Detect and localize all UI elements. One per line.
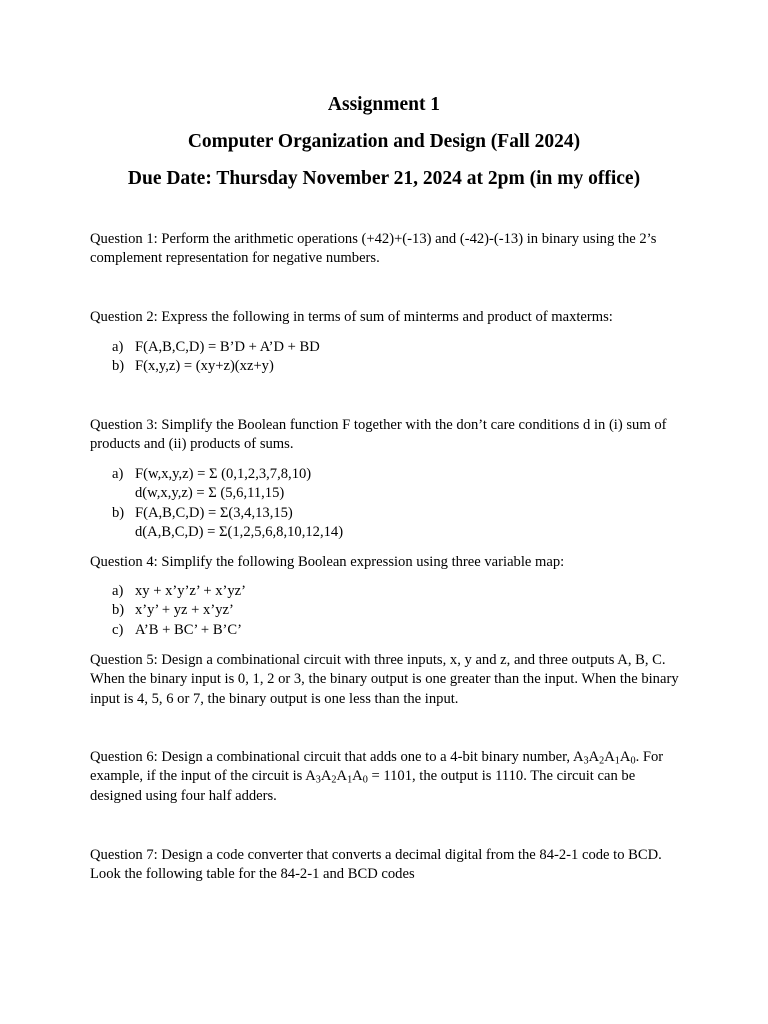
item-label: a) — [112, 339, 124, 355]
question-2-list — [112, 338, 672, 377]
question-3: Question 3: Simplify the Boolean function F together with the don’t care conditions d in (i) sum of products and (ii) products of sums. — [90, 417, 667, 453]
item-text: F(w,x,y,z) = Σ (0,1,2,3,7,8,10) — [135, 466, 312, 482]
item-label: c) — [112, 621, 124, 638]
q6-text-2: . For example, if the input of the circuit is — [90, 749, 664, 785]
question-4-list — [112, 582, 672, 640]
list-item — [112, 465, 672, 484]
question-3-list — [112, 465, 672, 543]
q6-text-1: Question 6: Design a combinational circuit that adds one to a 4-bit binary number, — [90, 749, 573, 765]
item-continuation: d(A,B,C,D) = Σ(1,2,5,6,8,10,12,14) — [135, 524, 344, 541]
list-item — [112, 582, 672, 601]
item-label: a) — [112, 466, 124, 482]
item-label: a) — [112, 583, 124, 599]
binary-number-var: $A_3A_2A_1A_0$ — [305, 768, 368, 786]
list-item — [112, 601, 672, 620]
item-text: xy + x’y’z’ + x’yz’ — [135, 583, 247, 599]
list-item — [112, 621, 672, 640]
list-item — [112, 504, 672, 523]
item-label: b) — [112, 504, 125, 521]
course-title: Computer Organization and Design (Fall 2024) — [187, 131, 581, 152]
item-text: x’y’ + yz + x’yz’ — [135, 602, 234, 619]
item-text: F(A,B,C,D) = Σ(3,4,13,15) — [135, 504, 293, 521]
question-2: Question 2: Express the following in terms of sum of minterms and product of maxterms: — [90, 309, 613, 325]
list-item — [112, 357, 672, 376]
question-6 — [90, 748, 690, 806]
assignment-title: Assignment 1 — [327, 94, 441, 115]
item-continuation: d(w,x,y,z) = Σ (5,6,11,15) — [135, 485, 285, 502]
item-text: A’B + BC’ + B’C’ — [135, 621, 243, 638]
list-item — [112, 338, 672, 357]
item-text: F(x,y,z) = (xy+z)(xz+y) — [135, 358, 274, 375]
q6-text-3: = 1101, the output is 1110. The circuit can be designed using four half adders. — [90, 768, 636, 804]
question-5: Question 5: Design a combinational circuit with three inputs, x, y and z, and three outputs A, B, C. When the binary input is 0, 1, 2 or 3, the binary output is one greater than the input. When the binary input is 4, 5, 6 or 7, the binary output is one less than the input. — [90, 652, 679, 707]
item-label: b) — [112, 602, 125, 619]
due-date: Due Date: Thursday November 21, 2024 at 2pm (in my office) — [127, 168, 641, 189]
item-text: F(A,B,C,D) = B’D + A’D + BD — [135, 339, 320, 355]
item-label: b) — [112, 358, 125, 375]
question-7: Question 7: Design a code converter that converts a decimal digital from the 84-2-1 code to BCD. Look the following table for the 84-2-1 and BCD codes — [90, 847, 662, 883]
binary-number-var: $A_3A_2A_1A_0$ — [572, 749, 636, 767]
question-4: Question 4: Simplify the following Boolean expression using three variable map: — [90, 554, 565, 570]
question-1: Question 1: Perform the arithmetic operations (+42)+(-13) and (-42)-(-13) in binary using the 2’s complement representation for negative numbers. — [90, 231, 657, 267]
